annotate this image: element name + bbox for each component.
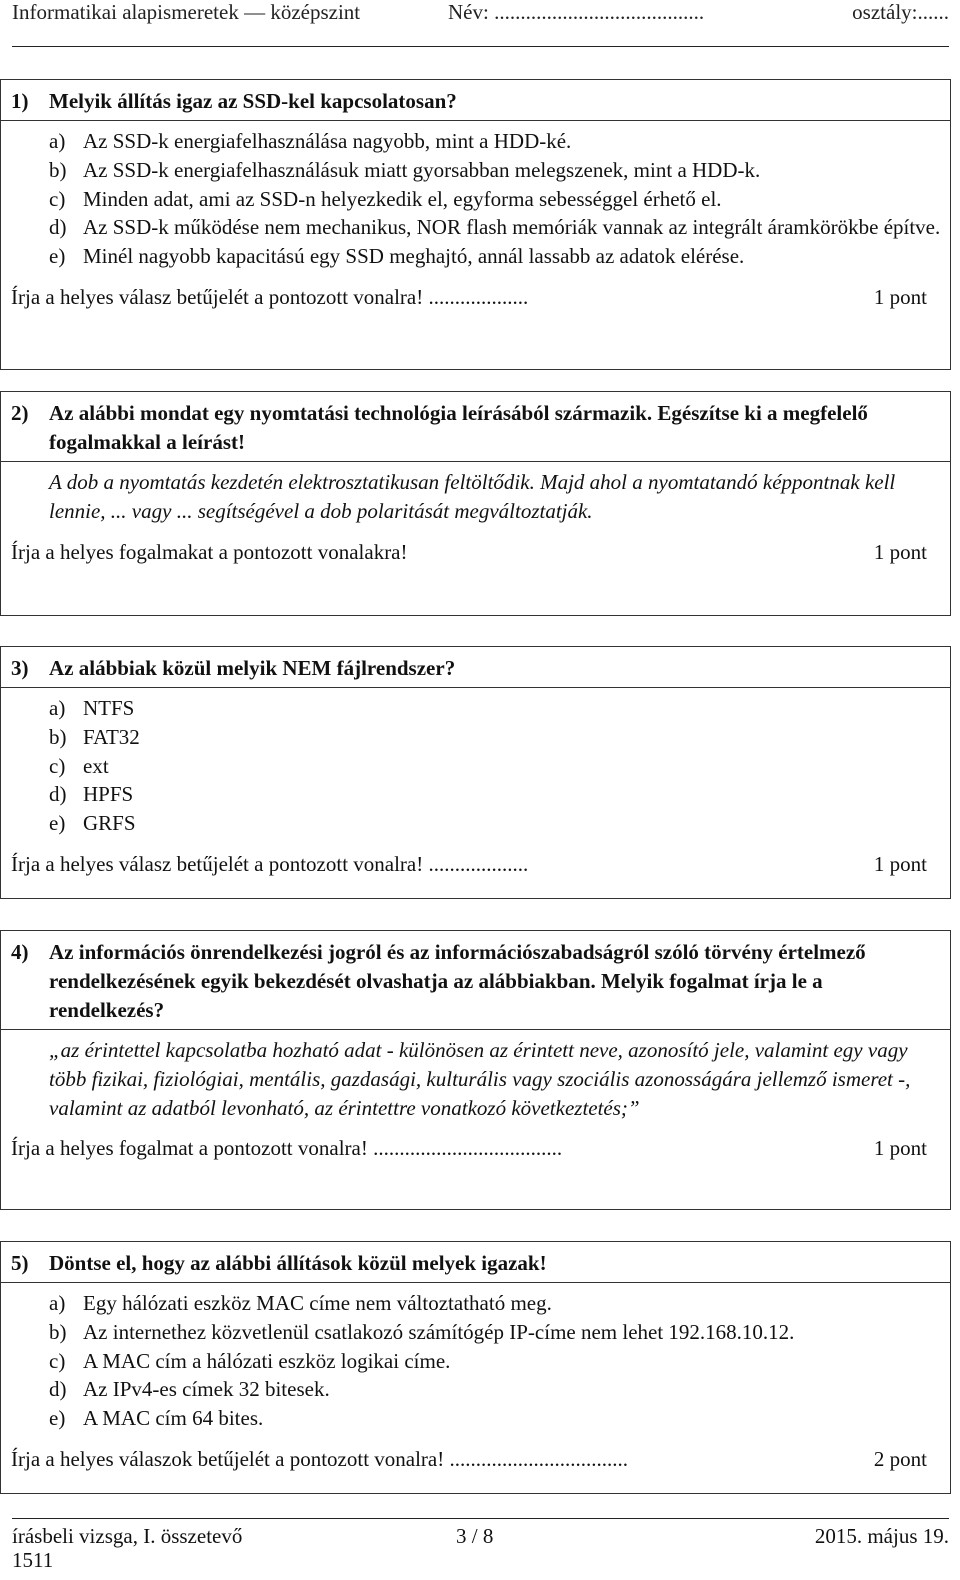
question-text: Az alábbiak közül melyik NEM fájlrendszer? bbox=[49, 656, 456, 680]
footer-exam-label: írásbeli vizsga, I. összetevő bbox=[12, 1524, 243, 1548]
question-number: 5) bbox=[11, 1251, 29, 1275]
option-c: c) ext bbox=[49, 753, 109, 778]
page-number: 3 / 8 bbox=[456, 1524, 494, 1548]
page-footer bbox=[12, 1518, 949, 1572]
question-number: 4) bbox=[11, 940, 29, 964]
option-a: a) Egy hálózati eszköz MAC címe nem változtatható meg. bbox=[49, 1291, 552, 1315]
option-d: d) Az IPv4-es címek 32 bitesek. bbox=[49, 1377, 330, 1402]
instruction-text: Írja a helyes fogalmat a pontozott vonalra! .................................... bbox=[11, 1136, 563, 1161]
question-2 bbox=[0, 391, 951, 616]
answer-instruction bbox=[11, 277, 942, 317]
option-c: c) A MAC cím a hálózati eszköz logikai címe. bbox=[49, 1348, 451, 1373]
question-1-header bbox=[1, 80, 950, 121]
option-e: e) GRFS bbox=[49, 811, 136, 836]
question-number: 3) bbox=[11, 656, 29, 680]
passage: „az érintettel kapcsolatba hozható adat - különösen az érintett neve, azonosító jele, valamint egy vagy több fizikai, fiziológiai, mentális, gazdasági, kulturális vagy szociális azonosságára jellemző ismeret -, valamint az adatból levonható, az érintettre vonatkozó következtetés;” bbox=[49, 1038, 911, 1120]
passage: A dob a nyomtatás kezdetén elektrosztatikusan feltöltődik. Majd ahol a nyomtatandó képpontnak kell lennie, ... vagy ... segítségével a dob polaritását megváltoztatják. bbox=[49, 470, 896, 523]
option-b: b) FAT32 bbox=[49, 724, 140, 749]
instruction-text: Írja a helyes válaszok betűjelét a pontozott vonalra! .................................. bbox=[11, 1446, 628, 1471]
points-label: 1 pont bbox=[873, 539, 927, 564]
points-label: 2 pont bbox=[873, 1446, 927, 1471]
question-3-header bbox=[1, 647, 950, 688]
name-field: Név: ........................................ bbox=[448, 0, 705, 24]
instruction-text: Írja a helyes válasz betűjelét a pontozott vonalra! ................... bbox=[11, 284, 529, 309]
option-e: e) A MAC cím 64 bites. bbox=[49, 1406, 264, 1431]
option-a: a) NTFS bbox=[49, 696, 135, 720]
question-4-header bbox=[1, 931, 950, 1030]
option-d: d) Az SSD-k működése nem mechanikus, NOR flash memóriák vannak az integrált áramkörökbe építve. bbox=[49, 215, 941, 240]
header-title: Informatikai alapismeretek — középszint bbox=[12, 0, 361, 24]
question-2-header bbox=[1, 392, 950, 462]
points-label: 1 pont bbox=[873, 851, 927, 876]
question-text: Melyik állítás igaz az SSD-kel kapcsolatosan? bbox=[49, 89, 457, 113]
question-number: 2) bbox=[11, 401, 29, 425]
points-label: 1 pont bbox=[873, 284, 927, 309]
question-5 bbox=[0, 1241, 951, 1494]
instruction-text: Írja a helyes válasz betűjelét a pontozott vonalra! ................... bbox=[11, 851, 529, 876]
question-text: Döntse el, hogy az alábbi állítások közül melyek igazak! bbox=[49, 1251, 547, 1275]
answer-instruction bbox=[11, 1128, 942, 1168]
option-e: e) Minél nagyobb kapacitású egy SSD meghajtó, annál lassabb az adatok elérése. bbox=[49, 244, 745, 269]
answer-instruction bbox=[11, 844, 942, 884]
question-4 bbox=[0, 930, 951, 1210]
question-5-header bbox=[1, 1242, 950, 1283]
question-number: 1) bbox=[11, 89, 29, 113]
option-b: b) Az SSD-k energiafelhasználásuk miatt gyorsabban melegszenek, mint a HDD-k. bbox=[49, 157, 761, 182]
points-label: 1 pont bbox=[873, 1136, 927, 1161]
class-field: osztály:...... bbox=[852, 0, 949, 24]
page-header bbox=[12, 0, 949, 47]
option-b: b) Az internethez közvetlenül csatlakozó számítógép IP-címe nem lehet 192.168.10.12. bbox=[49, 1319, 795, 1344]
question-1 bbox=[0, 79, 951, 370]
question-text: Az alábbi mondat egy nyomtatási technológia leírásából származik. Egészítse ki a megfelelő fogalmakkal a leírást! bbox=[49, 401, 868, 454]
exam-date: 2015. május 19. bbox=[814, 1524, 949, 1548]
question-3 bbox=[0, 646, 951, 899]
answer-instruction bbox=[11, 1439, 942, 1479]
footer-code: 1511 bbox=[12, 1548, 54, 1572]
option-a: a) Az SSD-k energiafelhasználása nagyobb, mint a HDD-ké. bbox=[49, 129, 572, 153]
instruction-text: Írja a helyes fogalmakat a pontozott vonalakra! bbox=[11, 539, 408, 564]
option-d: d) HPFS bbox=[49, 782, 134, 807]
answer-instruction bbox=[11, 532, 942, 572]
question-text: Az információs önrendelkezési jogról és az információszabadságról szóló törvény értelmező rendelkezésének egyik bekezdését olvashatja az alábbiakban. Melyik fogalmat írja le a rendelkezés? bbox=[49, 940, 866, 1022]
option-c: c) Minden adat, ami az SSD-n helyezkedik el, egyforma sebességgel érhető el. bbox=[49, 186, 722, 211]
